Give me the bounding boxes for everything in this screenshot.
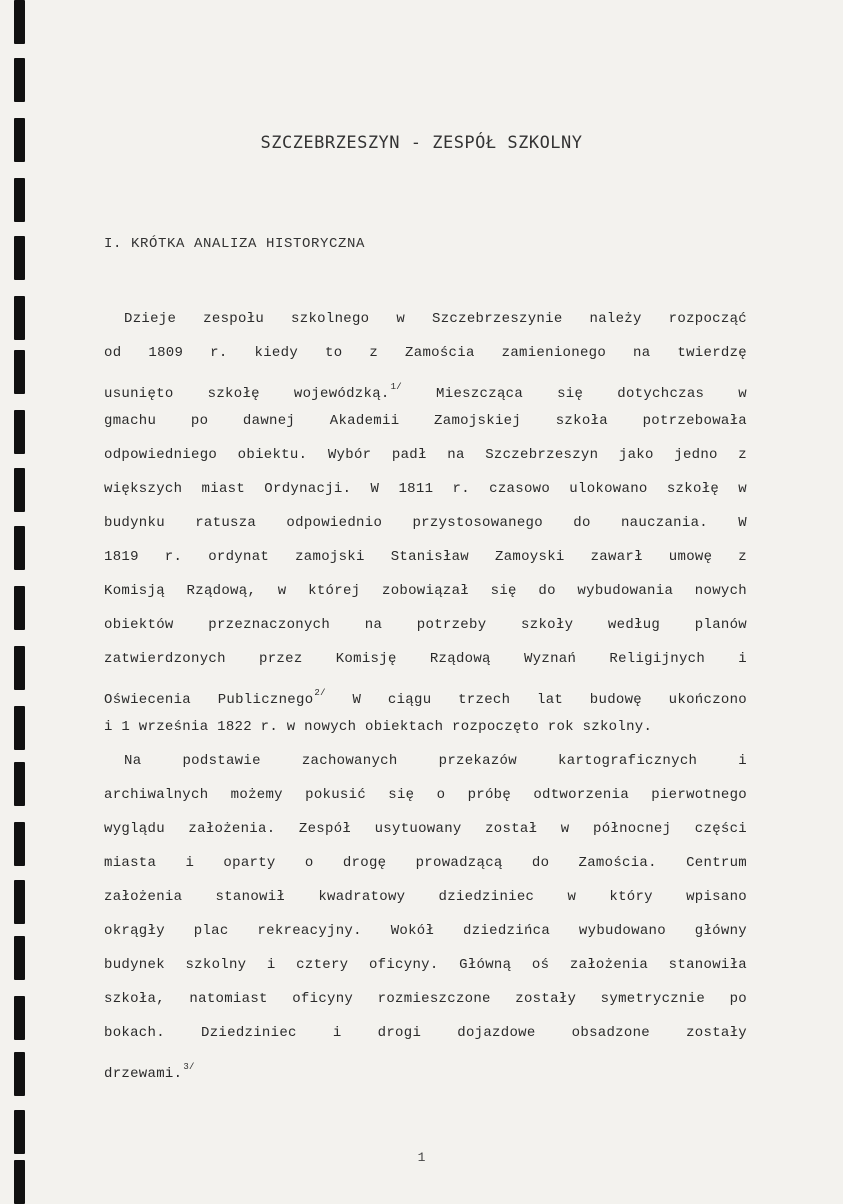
text-line: drzewami.$^{3/}$ <box>104 1062 195 1082</box>
text-line: szkoła, natomiast oficyny rozmieszczone zostały symetrycznie po <box>104 991 747 1007</box>
binding-hole <box>14 236 25 280</box>
page-number: 1 <box>417 1150 426 1165</box>
footnote-marker: 2/ <box>314 688 326 698</box>
text-line: okrągły plac rekreacyjny. Wokół dziedzińca wybudowano główny <box>104 923 747 939</box>
text-line: od 1809 r. kiedy to z Zamościa zamienionego na twierdzę <box>104 345 747 361</box>
text-line: bokach. Dziedziniec i drogi dojazdowe obsadzone zostały <box>104 1025 747 1041</box>
text-line: budynku ratusza odpowiednio przystosowanego do nauczania. W <box>104 515 747 531</box>
text-line: większych miast Ordynacji. W 1811 r. czasowo ulokowano szkołę w <box>104 481 747 497</box>
binding-hole <box>14 526 25 570</box>
page-title: SZCZEBRZESZYN - ZESPÓŁ SZKOLNY <box>260 133 583 153</box>
binding-hole <box>14 468 25 512</box>
binding-hole <box>14 1160 25 1204</box>
binding-hole <box>14 936 25 980</box>
text-line: miasta i oparty o drogę prowadzącą do Zamościa. Centrum <box>104 855 747 871</box>
binding-hole <box>14 762 25 806</box>
text-line: założenia stanowił kwadratowy dziedziniec w który wpisano <box>104 889 747 905</box>
binding-hole <box>14 58 25 102</box>
binding-hole <box>14 0 25 44</box>
text-line: usunięto szkołę wojewódzką.$^{1/}$ Mieszcząca się dotychczas w <box>104 382 747 402</box>
text-line: Oświecenia Publicznego$^{2/}$ W ciągu trzech lat budowę ukończono <box>104 688 747 708</box>
binding-hole <box>14 1110 25 1154</box>
binding-hole <box>14 880 25 924</box>
text-line: Na podstawie zachowanych przekazów kartograficznych i <box>124 753 747 769</box>
text-line: zatwierdzonych przez Komisję Rządową Wyznań Religijnych i <box>104 651 747 667</box>
text-line: i 1 września 1822 r. w nowych obiektach rozpoczęto rok szkolny. <box>104 719 653 735</box>
footnote-marker: 3/ <box>183 1062 195 1072</box>
binding-hole <box>14 646 25 690</box>
footnote-marker: 1/ <box>390 382 403 392</box>
binding-hole <box>14 178 25 222</box>
binding-hole <box>14 822 25 866</box>
section-heading: I. KRÓTKA ANALIZA HISTORYCZNA <box>104 236 366 252</box>
text-line: archiwalnych możemy pokusić się o próbę odtworzenia pierwotnego <box>104 787 747 803</box>
text-line: wyglądu założenia. Zespół usytuowany został w północnej części <box>104 821 747 837</box>
text-line: Komisją Rządową, w której zobowiązał się do wybudowania nowych <box>104 583 747 599</box>
text-line: Dzieje zespołu szkolnego w Szczebrzeszynie należy rozpocząć <box>124 311 747 327</box>
text-line: obiektów przeznaczonych na potrzeby szkoły według planów <box>104 617 747 633</box>
binding-hole <box>14 706 25 750</box>
binding-hole <box>14 586 25 630</box>
text-line: odpowiedniego obiektu. Wybór padł na Szczebrzeszyn jako jedno z <box>104 447 747 463</box>
binding-hole <box>14 296 25 340</box>
text-line: budynek szkolny i cztery oficyny. Główną oś założenia stanowiła <box>104 957 747 973</box>
binding-holes <box>14 0 28 1198</box>
binding-hole <box>14 410 25 454</box>
binding-hole <box>14 996 25 1040</box>
body-text <box>104 302 747 1084</box>
text-line: 1819 r. ordynat zamojski Stanisław Zamoyski zawarł umowę z <box>104 549 747 565</box>
binding-hole <box>14 1052 25 1096</box>
binding-hole <box>14 350 25 394</box>
text-line: gmachu po dawnej Akademii Zamojskiej szkoła potrzebowała <box>104 413 747 429</box>
